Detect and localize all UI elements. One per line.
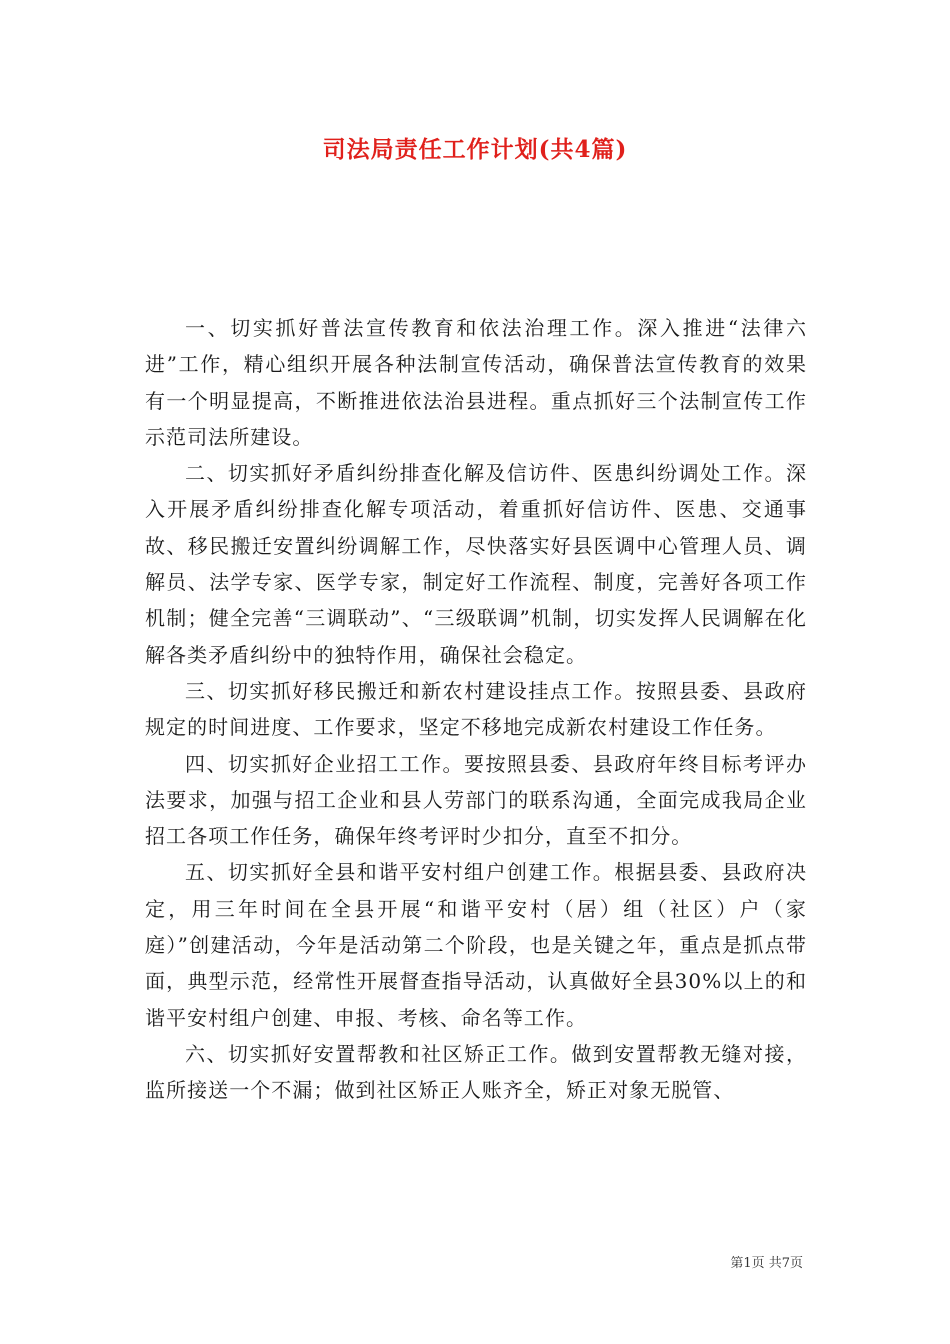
paragraph-6: 六、切实抓好安置帮教和社区矫正工作。做到安置帮教无缝对接，监所接送一个不漏；做到社区矫正人账齐全，矫正对象无脱管、 <box>145 1041 807 1103</box>
paragraph-5: 五、切实抓好全县和谐平安村组户创建工作。根据县委、县政府决定，用三年时间在全县开展“和谐平安村（居）组（社区）户（家庭）”创建活动，今年是活动第二个阶段，也是关键之年，重点是抓点带面，典型示范，经常性开展督查指导活动，认真做好全县30%以上的和谐平安村组户创建、申报、考核、命名等工作。 <box>145 860 807 1030</box>
paragraph-1: 一、切实抓好普法宣传教育和依法治理工作。深入推进“法律六进”工作，精心组织开展各种法制宣传活动，确保普法宣传教育的效果有一个明显提高，不断推进依法治县进程。重点抓好三个法制宣传工作示范司法所建设。 <box>145 316 807 449</box>
document-title: 司法局责任工作计划(共4篇) <box>322 136 628 163</box>
paragraph-4: 四、切实抓好企业招工工作。要按照县委、县政府年终目标考评办法要求，加强与招工企业和县人劳部门的联系沟通，全面完成我局企业招工各项工作任务，确保年终考评时少扣分，直至不扣分。 <box>145 751 807 849</box>
page-number-footer: 第1页 共7页 <box>730 1256 803 1271</box>
paragraph-2: 二、切实抓好矛盾纠纷排查化解及信访件、医患纠纷调处工作。深入开展矛盾纠纷排查化解专项活动，着重抓好信访件、医患、交通事故、移民搬迁安置纠纷调解工作，尽快落实好县医调中心管理人员、调解员、法学专家、医学专家，制定好工作流程、制度，完善好各项工作机制；健全完善“三调联动”、“三级联调”机制，切实发挥人民调解在化解各类矛盾纠纷中的独特作用，确保社会稳定。 <box>145 461 807 667</box>
document-body <box>145 310 807 1109</box>
paragraph-3: 三、切实抓好移民搬迁和新农村建设挂点工作。按照县委、县政府规定的时间进度、工作要求，坚定不移地完成新农村建设工作任务。 <box>145 678 807 740</box>
